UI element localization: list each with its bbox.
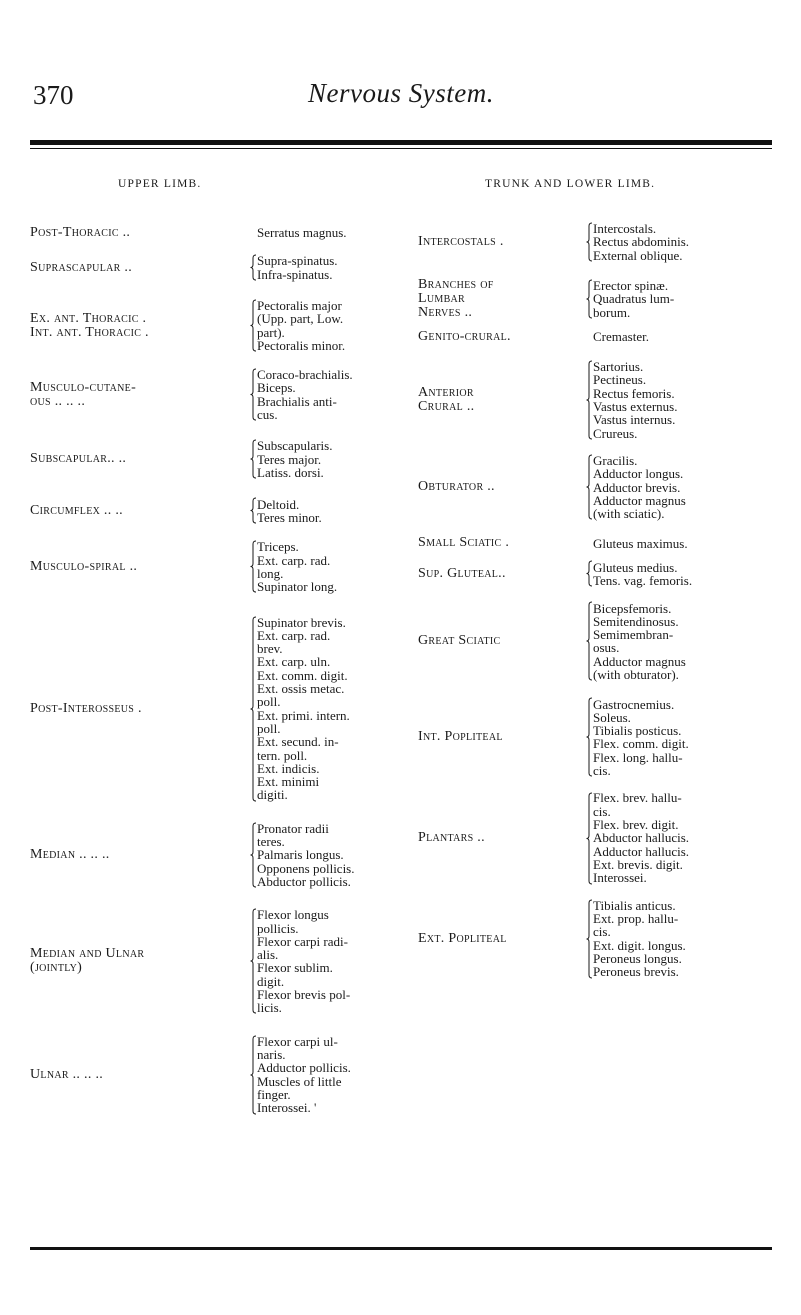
muscle-list — [593, 602, 686, 682]
brace-icon — [250, 497, 257, 524]
brace-icon-shape — [586, 899, 593, 979]
muscle-name: Semimembran- — [593, 627, 674, 643]
brace-icon — [586, 454, 593, 520]
brace-path — [587, 561, 593, 586]
muscle-name: Bicepsfemoris. — [593, 600, 672, 616]
brace-icon — [250, 368, 257, 421]
leader-dots: .. — [114, 451, 127, 467]
brace-icon — [586, 601, 593, 681]
muscle-name: Crureus. — [593, 425, 638, 441]
trunk-lower-limb-table — [418, 222, 774, 979]
brace-path — [251, 617, 257, 801]
brace-icon — [250, 540, 257, 593]
brace-icon — [250, 616, 257, 802]
brace-icon — [250, 254, 257, 281]
brace-icon — [586, 899, 593, 979]
brace-icon-shape — [250, 299, 257, 352]
nerve-entry — [30, 540, 402, 593]
brace-icon — [586, 222, 593, 262]
muscle-list — [593, 360, 678, 440]
muscle-name: Adductor magnus — [593, 492, 686, 508]
muscle-list — [257, 226, 347, 239]
brace-path — [251, 498, 257, 523]
footer-rule — [30, 1247, 772, 1250]
nerve-entry — [418, 222, 774, 262]
page-number: 370 — [33, 80, 74, 110]
muscle-name: Biceps. — [257, 380, 296, 396]
nerve-name: Intercostals . — [418, 234, 504, 249]
muscle-list — [593, 561, 692, 588]
nerve-name: Great Sciatic — [418, 633, 501, 649]
nerve-name: Int. Popliteal — [418, 729, 503, 745]
nerve-entry — [30, 908, 402, 1014]
muscle-name: cus. — [257, 407, 278, 423]
muscle-name: Adductor pollicis. — [257, 1060, 351, 1076]
muscle-name: cis. — [593, 924, 611, 940]
muscle-name: long. — [257, 565, 284, 581]
muscle-list — [593, 279, 674, 319]
muscle-name: Pronator radii — [257, 820, 329, 836]
brace-path — [587, 793, 593, 884]
muscle-name: Vastus internus. — [593, 412, 676, 428]
nerve-name: Plantars .. — [418, 830, 485, 846]
muscle-name: Erector spinæ. — [593, 278, 669, 294]
nerve-name: Median .. .. .. — [30, 846, 110, 862]
muscle-name: cis. — [593, 803, 611, 819]
muscle-name: Ext. ossis metac. — [257, 681, 345, 697]
muscle-name: Ext. secund. in- — [257, 734, 339, 750]
brace-icon-shape — [586, 222, 593, 262]
muscle-list — [257, 368, 353, 421]
nerve-name: Suprascapular .. — [30, 259, 133, 275]
muscle-name: Gluteus medius. — [593, 559, 678, 575]
brace-icon-shape — [586, 792, 593, 885]
nerve-name: Musculo-cutane- ous .. .. .. — [30, 379, 137, 409]
muscle-name: Peroneus brevis. — [593, 964, 679, 980]
muscle-name: Supra-spinatus. — [257, 253, 338, 269]
muscle-name: osus. — [593, 640, 620, 656]
nerve-name: Branches of Lumbar Nerves .. — [418, 277, 494, 320]
nerve-entry — [418, 601, 774, 681]
muscle-name: pollicis. — [257, 920, 299, 936]
brace-icon-shape — [586, 279, 593, 319]
muscle-name: poll. — [257, 694, 281, 710]
nerve-entry — [30, 439, 402, 479]
muscle-name: Abductor pollicis. — [257, 873, 351, 889]
leader-dots: .. — [118, 225, 131, 240]
brace-icon — [250, 227, 257, 240]
muscle-name: Intercostals. — [593, 221, 657, 237]
brace-icon-shape — [250, 616, 257, 802]
muscle-name: Gracilis. — [593, 453, 638, 468]
muscle-name: Flex. brev. digit. — [593, 817, 679, 833]
muscle-name: Adductor brevis. — [593, 479, 681, 495]
muscle-name: Flex. brev. hallu- — [593, 790, 682, 806]
nerve-name: Post-Thoracic .. — [30, 225, 131, 240]
nerve-name: Ext. Popliteal — [418, 930, 507, 946]
nerve-entry — [418, 560, 774, 587]
nerve-entry — [418, 454, 774, 520]
nerve-entry — [30, 1035, 402, 1115]
nerve-name: Median and Ulnar (jointly) — [30, 946, 145, 976]
brace-icon-shape — [586, 454, 593, 520]
nerve-entry — [418, 791, 774, 884]
brace-icon — [586, 331, 593, 344]
muscle-list — [257, 540, 337, 593]
nerve-entry — [30, 254, 402, 281]
muscle-name: Abductor hallucis. — [593, 830, 690, 846]
muscle-name: Deltoid. — [257, 496, 300, 512]
brace-path — [251, 909, 257, 1013]
muscle-name: Flex. long. hallu- — [593, 749, 683, 765]
muscle-name: Interossei. ' — [257, 1100, 317, 1116]
brace-icon — [250, 299, 257, 352]
muscle-name: Flexor sublim. — [257, 960, 333, 976]
muscle-list — [257, 822, 355, 888]
brace-icon — [250, 1035, 257, 1115]
muscle-list — [257, 498, 322, 525]
nerve-entry — [30, 616, 402, 802]
leader-dots: .. — [111, 502, 123, 518]
muscle-name: brev. — [257, 641, 283, 657]
muscle-list — [593, 330, 649, 343]
brace-icon-shape — [586, 697, 593, 777]
nerve-entry — [418, 697, 774, 777]
muscle-list — [257, 908, 350, 1014]
muscle-name: Ext. digit. longus. — [593, 937, 686, 953]
muscle-list — [257, 299, 345, 352]
brace-icon — [250, 439, 257, 479]
muscle-list — [257, 439, 332, 479]
nerve-name: Ex. ant. Thoracic . Int. ant. Thoracic . — [30, 310, 149, 340]
muscle-name: cis. — [593, 763, 611, 779]
muscle-name: Teres minor. — [257, 509, 322, 525]
muscle-name: Brachialis anti- — [257, 393, 337, 409]
brace-icon-shape — [250, 368, 257, 421]
muscle-name: poll. — [257, 720, 281, 736]
leader-dots: .. — [91, 1066, 104, 1082]
brace-path — [251, 1036, 257, 1114]
nerve-name: Sup. Gluteal.. — [418, 565, 506, 581]
page-title: Nervous System. — [308, 78, 494, 108]
muscle-name: teres. — [257, 834, 285, 850]
muscle-name: Flexor carpi ul- — [257, 1033, 338, 1049]
muscle-name: Pectoralis major — [257, 298, 342, 313]
muscle-name: Flexor longus — [257, 907, 329, 923]
muscle-name: External oblique. — [593, 247, 683, 263]
muscle-name: Opponens pollicis. — [257, 860, 355, 876]
muscle-name: Ext. prop. hallu- — [593, 910, 679, 926]
muscle-name: Ext. carp. uln. — [257, 654, 331, 670]
brace-icon-shape — [250, 822, 257, 888]
brace-icon — [250, 822, 257, 888]
brace-icon — [586, 792, 593, 885]
brace-path — [587, 602, 593, 680]
muscle-list — [257, 1035, 351, 1115]
brace-icon — [586, 560, 593, 587]
brace-icon — [250, 908, 257, 1014]
brace-icon-shape — [250, 540, 257, 593]
muscle-name: (with sciatic). — [593, 506, 665, 522]
muscle-name: Adductor longus. — [593, 466, 684, 482]
leader-dots: .. — [98, 846, 110, 862]
nerve-name: Genito-crural. — [418, 329, 511, 344]
muscle-name: naris. — [257, 1046, 286, 1062]
muscle-name: Palmaris longus. — [257, 847, 344, 863]
muscle-list — [593, 698, 689, 778]
nerve-name: Circumflex .. .. — [30, 502, 123, 518]
brace-icon-shape — [250, 439, 257, 479]
brace-icon-shape — [586, 601, 593, 681]
brace-icon-shape — [250, 254, 257, 281]
header-rule-thin — [30, 148, 772, 149]
muscle-name: Rectus femoris. — [593, 385, 675, 401]
muscle-name: Ext. carp. rad. — [257, 552, 331, 568]
nerve-entry — [418, 899, 774, 979]
muscle-name: Tibialis posticus. — [593, 723, 682, 739]
muscle-name: (Upp. part, Low. — [257, 311, 344, 327]
muscle-list — [593, 537, 688, 550]
muscle-name: Interossei. — [593, 870, 647, 886]
nerve-name: Post-Interosseus . — [30, 700, 142, 716]
brace-icon-shape — [586, 331, 593, 344]
muscle-name: Tens. vag. femoris. — [593, 572, 693, 588]
muscle-list — [593, 222, 689, 262]
brace-path — [587, 280, 593, 318]
leader-dots: .. — [73, 393, 86, 409]
brace-path — [251, 823, 257, 887]
brace-path — [251, 300, 257, 351]
muscle-list — [593, 791, 689, 884]
leader-dots: .. — [483, 479, 495, 495]
muscle-name: Gluteus maximus. — [593, 535, 688, 551]
muscle-name: Ext. brevis. digit. — [593, 856, 683, 872]
muscle-name: borum. — [593, 304, 631, 320]
muscle-name: digiti. — [257, 787, 288, 803]
muscle-name: digit. — [257, 973, 285, 989]
leader-dots: .. — [473, 830, 485, 846]
brace-icon-shape — [586, 560, 593, 587]
muscle-name: Ext. indicis. — [257, 760, 320, 776]
muscle-name: Adductor hallucis. — [593, 843, 690, 859]
muscle-name: Pectoralis minor. — [257, 337, 346, 353]
left-column-heading: UPPER LIMB. — [118, 178, 202, 190]
brace-icon-shape — [250, 908, 257, 1014]
muscle-name: Tibialis anticus. — [593, 897, 676, 913]
muscle-name: Subscapularis. — [257, 438, 333, 454]
muscle-list — [593, 454, 686, 520]
brace-icon-shape — [250, 1035, 257, 1115]
upper-limb-table — [30, 226, 402, 1115]
muscle-name: Pectineus. — [593, 372, 647, 388]
brace-icon — [586, 279, 593, 319]
brace-icon-shape — [586, 360, 593, 440]
nerve-name: Musculo-spiral .. — [30, 558, 138, 574]
muscle-name: Ext. primi. intern. — [257, 707, 350, 723]
nerve-entry — [30, 497, 402, 524]
muscle-name: Ext. comm. digit. — [257, 667, 348, 683]
muscle-name: Flexor carpi radi- — [257, 933, 348, 949]
muscle-name: Gastrocnemius. — [593, 696, 675, 712]
muscle-name: Flexor brevis pol- — [257, 986, 351, 1002]
muscle-name: Rectus abdominis. — [593, 234, 690, 250]
muscle-list — [593, 899, 686, 979]
muscle-name: Serratus magnus. — [257, 225, 347, 241]
muscle-list — [257, 616, 350, 802]
muscle-name: Sartorius. — [593, 359, 644, 375]
brace-icon — [586, 537, 593, 550]
leader-dots: .. — [125, 558, 138, 574]
muscle-name: Infra-spinatus. — [257, 266, 333, 282]
header-rule-thick — [30, 140, 772, 145]
muscle-name: Cremaster. — [593, 329, 649, 345]
brace-icon-shape — [586, 537, 593, 550]
muscle-name: Triceps. — [257, 539, 299, 555]
nerve-entry — [418, 360, 774, 440]
muscle-name: Flex. comm. digit. — [593, 736, 689, 752]
muscle-name: Quadratus lum- — [593, 291, 675, 307]
muscle-name: Muscles of little — [257, 1073, 342, 1089]
muscle-name: Teres major. — [257, 451, 322, 467]
brace-path — [587, 900, 593, 978]
brace-path — [251, 541, 257, 592]
brace-path — [587, 698, 593, 776]
brace-path — [251, 369, 257, 420]
brace-path — [587, 361, 593, 439]
nerve-entry — [30, 299, 402, 352]
nerve-entry — [418, 278, 774, 320]
muscle-name: Peroneus longus. — [593, 950, 682, 966]
muscle-name: alis. — [257, 947, 279, 963]
muscle-name: Soleus. — [593, 709, 631, 725]
muscle-name: Ext. minimi — [257, 774, 320, 790]
brace-path — [587, 455, 593, 519]
nerve-entry — [30, 368, 402, 421]
muscle-name: licis. — [257, 1000, 282, 1016]
muscle-name: Adductor magnus — [593, 653, 686, 669]
muscle-name: Latiss. dorsi. — [257, 465, 324, 481]
leader-dots: .. — [120, 259, 133, 275]
muscle-name: part). — [257, 324, 285, 340]
nerve-name: Small Sciatic . — [418, 535, 510, 551]
right-column-heading: TRUNK AND LOWER LIMB. — [485, 178, 656, 190]
brace-path — [251, 440, 257, 478]
brace-icon — [586, 697, 593, 777]
brace-icon — [586, 360, 593, 440]
muscle-name: finger. — [257, 1086, 291, 1102]
muscle-name: tern. poll. — [257, 747, 308, 763]
nerve-entry — [30, 822, 402, 888]
muscle-name: Coraco-brachialis. — [257, 367, 353, 383]
brace-path — [251, 255, 257, 280]
muscle-name: Ext. carp. rad. — [257, 627, 331, 643]
brace-icon-shape — [250, 497, 257, 524]
nerve-name: Ulnar .. .. .. — [30, 1066, 104, 1082]
muscle-list — [257, 254, 338, 281]
leader-dots: .. — [463, 399, 475, 414]
muscle-name: Supinator brevis. — [257, 614, 346, 630]
muscle-name: (with obturator). — [593, 667, 679, 683]
nerve-entry — [418, 330, 774, 344]
nerve-entry — [418, 536, 774, 550]
muscle-name: Semitendinosus. — [593, 613, 679, 629]
brace-path — [587, 223, 593, 261]
nerve-name: Anterior Crural .. — [418, 385, 475, 414]
brace-icon-shape — [250, 227, 257, 240]
nerve-name: Obturator .. — [418, 479, 495, 495]
muscle-name: Supinator long. — [257, 579, 338, 595]
nerve-name: Subscapular.. .. — [30, 451, 127, 467]
nerve-entry — [30, 226, 402, 240]
muscle-name: Vastus externus. — [593, 399, 678, 414]
